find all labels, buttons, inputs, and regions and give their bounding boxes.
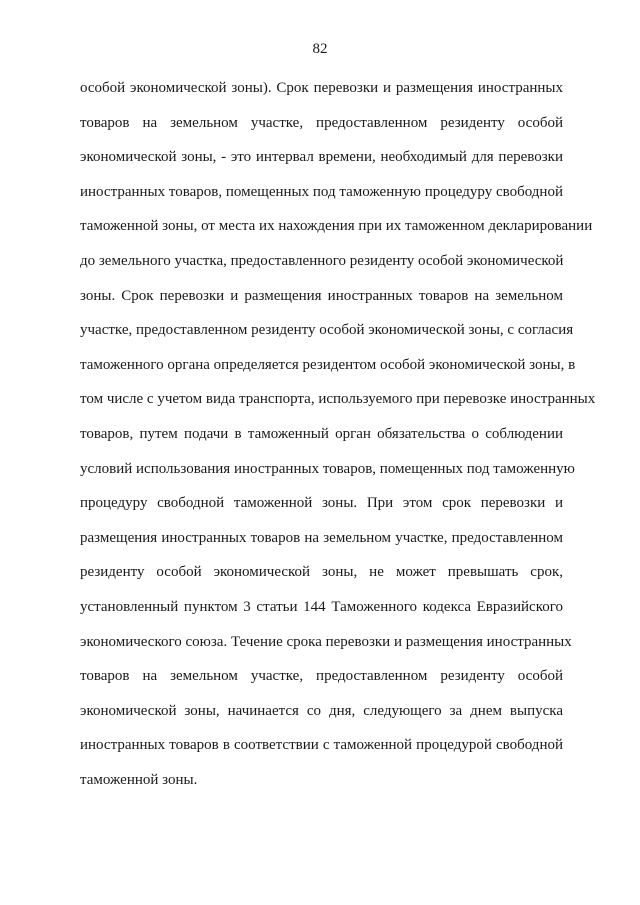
body-paragraph xyxy=(80,71,596,797)
text-line-7: зоны. Срок перевозки и размещения иностранных товаров на земельном xyxy=(80,287,563,304)
text-line-15: резиденту особой экономической зоны, не может превышать срок, xyxy=(80,564,563,581)
text-line-5: таможенной зоны, от места их нахождения при их таможенном декларировании xyxy=(80,218,593,235)
text-line-1: особой экономической зоны). Срок перевозки и размещения иностранных xyxy=(80,80,563,96)
text-line-4: иностранных товаров, помещенных под таможенную процедуру свободной xyxy=(80,183,563,200)
text-line-3: экономической зоны, - это интервал времени, необходимый для перевозки xyxy=(80,149,563,166)
text-line-12: условий использования иностранных товаров, помещенных под таможенную xyxy=(80,460,575,477)
text-line-19: экономической зоны, начинается со дня, следующего за днем выпуска xyxy=(80,702,563,719)
text-line-8: участке, предоставленном резиденту особой экономической зоны, с согласия xyxy=(80,322,574,339)
text-line-21: таможенной зоны. xyxy=(80,771,198,788)
text-line-20: иностранных товаров в соответствии с таможенной процедурой свободной xyxy=(80,737,563,754)
text-line-11: товаров, путем подачи в таможенный орган обязательства о соблюдении xyxy=(80,425,563,442)
text-line-14: размещения иностранных товаров на земельном участке, предоставленном xyxy=(80,529,563,546)
text-line-10: том числе с учетом вида транспорта, используемого при перевозке иностранных xyxy=(80,391,596,408)
text-line-18: товаров на земельном участке, предоставленном резиденту особой xyxy=(80,668,563,685)
page-number: 82 xyxy=(312,41,328,57)
text-line-2: товаров на земельном участке, предоставленном резиденту особой xyxy=(80,114,563,131)
text-line-6: до земельного участка, предоставленного резиденту особой экономической xyxy=(80,252,564,269)
text-line-9: таможенного органа определяется резидентом особой экономической зоны, в xyxy=(80,356,576,373)
text-line-16: установленный пунктом 3 статьи 144 Таможенного кодекса Евразийского xyxy=(80,598,563,615)
text-line-17: экономического союза. Течение срока перевозки и размещения иностранных xyxy=(80,633,572,650)
text-line-13: процедуру свободной таможенной зоны. При этом срок перевозки и xyxy=(80,495,563,512)
